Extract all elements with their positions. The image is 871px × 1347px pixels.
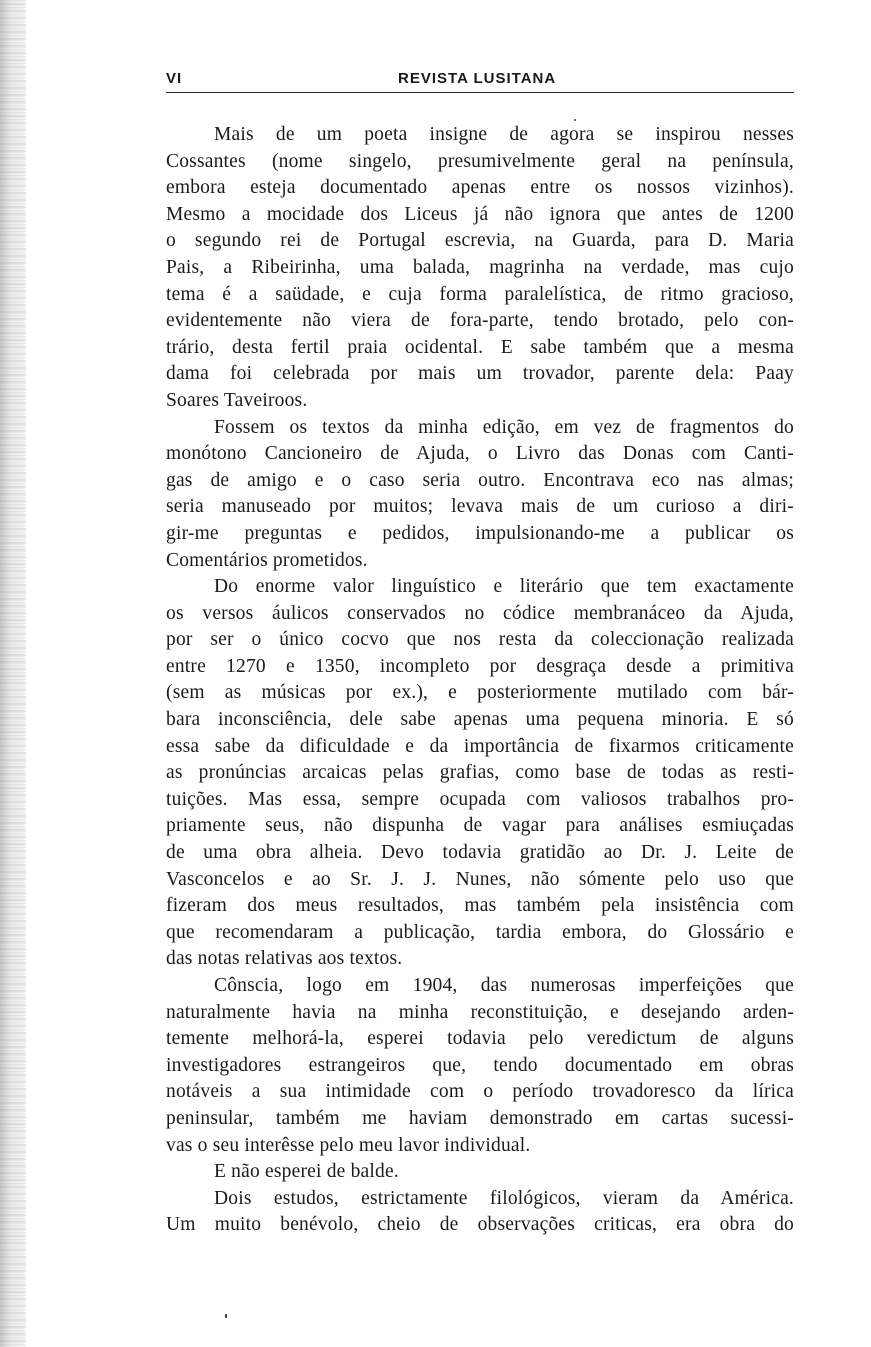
text-line: Do enorme valor linguístico e literário que tem exactamente xyxy=(214,576,794,598)
text-line: Um muito benévolo, cheio de observações criticas, era obra do xyxy=(166,1214,794,1236)
text-line: Vasconcelos e ao Sr. J. J. Nunes, não sómente pelo uso que xyxy=(166,868,794,890)
text-line: Dois estudos, estrictamente filológicos, vieram da América. xyxy=(214,1187,794,1209)
text-line: tema é a saüdade, e cuja forma paralelística, de ritmo gracioso, xyxy=(166,283,794,305)
text-line: notáveis a sua intimidade com o período trovadoresco da lírica xyxy=(166,1081,794,1103)
body-text xyxy=(166,122,794,1239)
text-line: vas o seu interêsse pelo meu lavor individual. xyxy=(166,1134,531,1156)
text-line: Comentários prometidos. xyxy=(166,549,368,571)
text-line: fizeram dos meus resultados, mas também pela insistência com xyxy=(166,895,794,917)
text-line: dama foi celebrada por mais um trovador, parente dela: Paay xyxy=(166,363,794,385)
page-number: VI xyxy=(166,70,183,87)
text-line: as pronúncias arcaicas pelas grafias, como base de todas as resti- xyxy=(166,762,794,784)
text-line: monótono Cancioneiro de Ajuda, o Livro das Donas com Canti- xyxy=(166,443,794,465)
text-line: o segundo rei de Portugal escrevia, na Guarda, para D. Maria xyxy=(166,230,794,252)
text-line: Soares Taveiroos. xyxy=(166,389,308,411)
text-line: por ser o único cocvo que nos resta da coleccionação realizada xyxy=(166,629,794,651)
text-line: investigadores estrangeiros que, tendo documentado em obras xyxy=(166,1054,794,1076)
text-line: Pais, a Ribeirinha, uma balada, magrinha na verdade, mas cujo xyxy=(166,256,794,278)
text-line: os versos áulicos conservados no códice membranáceo da Ajuda, xyxy=(166,602,794,624)
text-line: seria manuseado por muitos; levava mais de um curioso a diri- xyxy=(166,496,794,518)
text-line: gas de amigo e o caso seria outro. Encontrava eco nas almas; xyxy=(166,469,794,491)
page-header xyxy=(166,68,794,92)
text-line: Fossem os textos da minha edição, em vez de fragmentos do xyxy=(214,416,794,438)
text-line: Mesmo a mocidade dos Liceus já não ignora que antes de 1200 xyxy=(166,203,794,225)
text-line: embora esteja documentado apenas entre os nossos vizinhos). xyxy=(166,177,794,199)
binding-edge xyxy=(0,0,26,1347)
text-line: que recomendaram a publicação, tardia embora, do Glossário e xyxy=(166,921,794,943)
text-line: priamente seus, não dispunha de vagar para análises esmiuçadas xyxy=(166,815,794,837)
text-line: Cossantes (nome singelo, presumivelmente geral na península, xyxy=(166,150,794,172)
text-line: essa sabe da dificuldade e da importância de fixarmos criticamente xyxy=(166,735,794,757)
text-line: entre 1270 e 1350, incompleto por desgraça desde a primitiva xyxy=(166,655,794,677)
running-title: REVISTA LUSITANA xyxy=(398,70,557,87)
scan-speck xyxy=(225,1314,227,1318)
scan-speck xyxy=(574,119,576,121)
text-line: trário, desta fertil praia ocidental. E sabe também que a mesma xyxy=(166,336,794,358)
text-line: Mais de um poeta insigne de agora se inspirou nesses xyxy=(214,124,794,145)
text-line: naturalmente havia na minha reconstituição, e desejando arden- xyxy=(166,1001,794,1023)
text-line: das notas relativas aos textos. xyxy=(166,948,403,970)
text-line: peninsular, também me haviam demonstrado em cartas sucessi- xyxy=(166,1107,794,1129)
text-line: E não esperei de balde. xyxy=(214,1161,399,1183)
text-line: (sem as músicas por ex.), e posteriormente mutilado com bár- xyxy=(166,682,794,704)
text-line: evidentemente não viera de fora-parte, tendo brotado, pelo con- xyxy=(166,310,794,332)
text-line: gir-me preguntas e pedidos, impulsionando-me a publicar os xyxy=(166,522,794,544)
text-line: temente melhorá-la, esperei todavia pelo veredictum de alguns xyxy=(166,1028,794,1050)
text-line: Cônscia, logo em 1904, das numerosas imperfeições que xyxy=(214,975,794,996)
text-line: tuições. Mas essa, sempre ocupada com valiosos trabalhos pro- xyxy=(166,788,794,810)
header-rule xyxy=(166,92,794,93)
text-line: bara inconsciência, dele sabe apenas uma pequena minoria. E só xyxy=(166,709,794,731)
text-line: de uma obra alheia. Devo todavia gratidão ao Dr. J. Leite de xyxy=(166,842,794,864)
